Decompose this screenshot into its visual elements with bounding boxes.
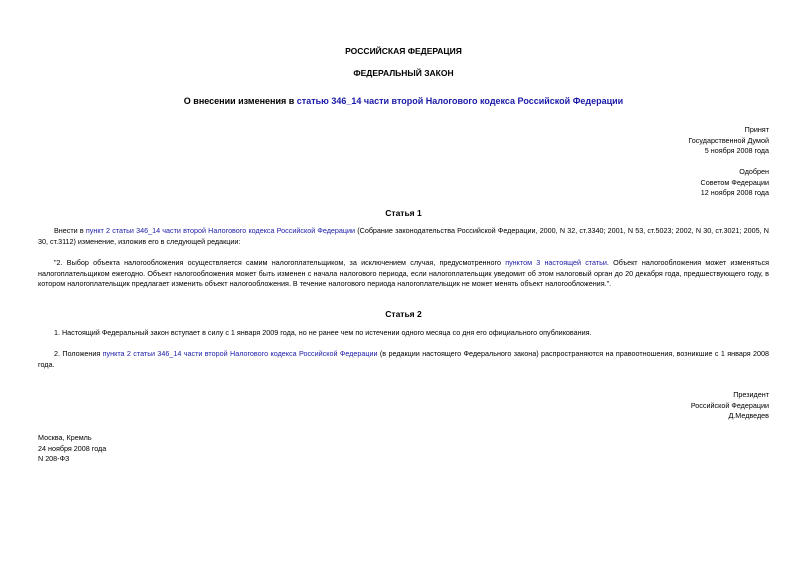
- article2-paragraph1: 1. Настоящий Федеральный закон вступает в силу с 1 января 2009 года, но не ранее чем по истечении одного месяца со дня его официального опубликования.: [54, 328, 592, 337]
- a1p2-link[interactable]: пунктом 3 настоящей статьи: [505, 258, 607, 267]
- adopted-block: [688, 125, 769, 157]
- signature-block: [691, 390, 769, 422]
- article1-heading: Статья 1: [385, 208, 422, 218]
- approved-block: [701, 167, 769, 199]
- a2p2-link[interactable]: пункта 2 статьи 346_14 части второй Налогового кодекса Российской Федерации: [102, 349, 378, 358]
- a1p1-text-a: Внести в: [54, 226, 86, 235]
- document-title: [0, 96, 807, 106]
- approved-line3: 12 ноября 2008 года: [700, 188, 769, 198]
- place-line1: Москва, Кремль: [38, 433, 92, 442]
- adopted-line1: Принят: [744, 125, 769, 134]
- article1-paragraph1: [38, 226, 769, 247]
- article2-paragraph2: [38, 349, 769, 370]
- a1p2-text-b: . Объект налогообложения может изменяться налогоплательщиком ежегодно. Объект налогообложения может быть изменен с начала налогового периода, если налогоплательщик уведомит об этом налоговый орган до 20 декабря года, предшествующего году, в котором налогоплательщик предлагает изменить объект налогообложения. В течение налогового периода налогоплательщик не может менять объект налогообложения.".: [38, 258, 769, 288]
- article1-paragraph2: [38, 258, 769, 290]
- a1p2-text-a: "2. Выбор объекта налогообложения осуществляется самим налогоплательщиком, за исключением случая, предусмотренного: [54, 258, 506, 267]
- approved-line1: Одобрен: [739, 167, 769, 176]
- a1p1-text-b: (Собрание законодательства Российской Федерации, 2000, N 32, ст.3340; 2001, N 53, ст.5023; 2002, N 30, ст.3021; 2005, N 30, ст.3112) изменение, изложив его в следующей редакции:: [38, 226, 769, 246]
- signature-line1: Президент: [733, 390, 769, 399]
- a2p2-text-b: (в редакции настоящего Федерального закона) распространяются на правоотношения, возникшие с 1 января 2008 года.: [38, 349, 769, 369]
- country-heading: РОССИЙСКАЯ ФЕДЕРАЦИЯ: [345, 46, 462, 56]
- adopted-line3: 5 ноября 2008 года: [704, 146, 769, 156]
- adopted-line2: Государственной Думой: [688, 135, 769, 145]
- a2p2-text-a: 2. Положения: [54, 349, 103, 358]
- signature-line2: Российской Федерации: [690, 400, 769, 410]
- a1p1-link[interactable]: пункт 2 статьи 346_14 части второй Налогового кодекса Российской Федерации: [85, 226, 356, 235]
- signature-line3: Д.Медведев: [728, 411, 769, 421]
- title-prefix: О внесении изменения в: [183, 96, 297, 106]
- place-line2: 24 ноября 2008 года: [38, 443, 107, 453]
- article2-heading: Статья 2: [385, 309, 422, 319]
- title-link[interactable]: статью 346_14 части второй Налогового кодекса Российской Федерации: [296, 96, 624, 106]
- doc-type-heading: ФЕДЕРАЛЬНЫЙ ЗАКОН: [353, 68, 454, 78]
- place-line3: N 208-ФЗ: [38, 454, 70, 464]
- approved-line2: Советом Федерации: [700, 177, 769, 187]
- place-date-block: [38, 433, 106, 465]
